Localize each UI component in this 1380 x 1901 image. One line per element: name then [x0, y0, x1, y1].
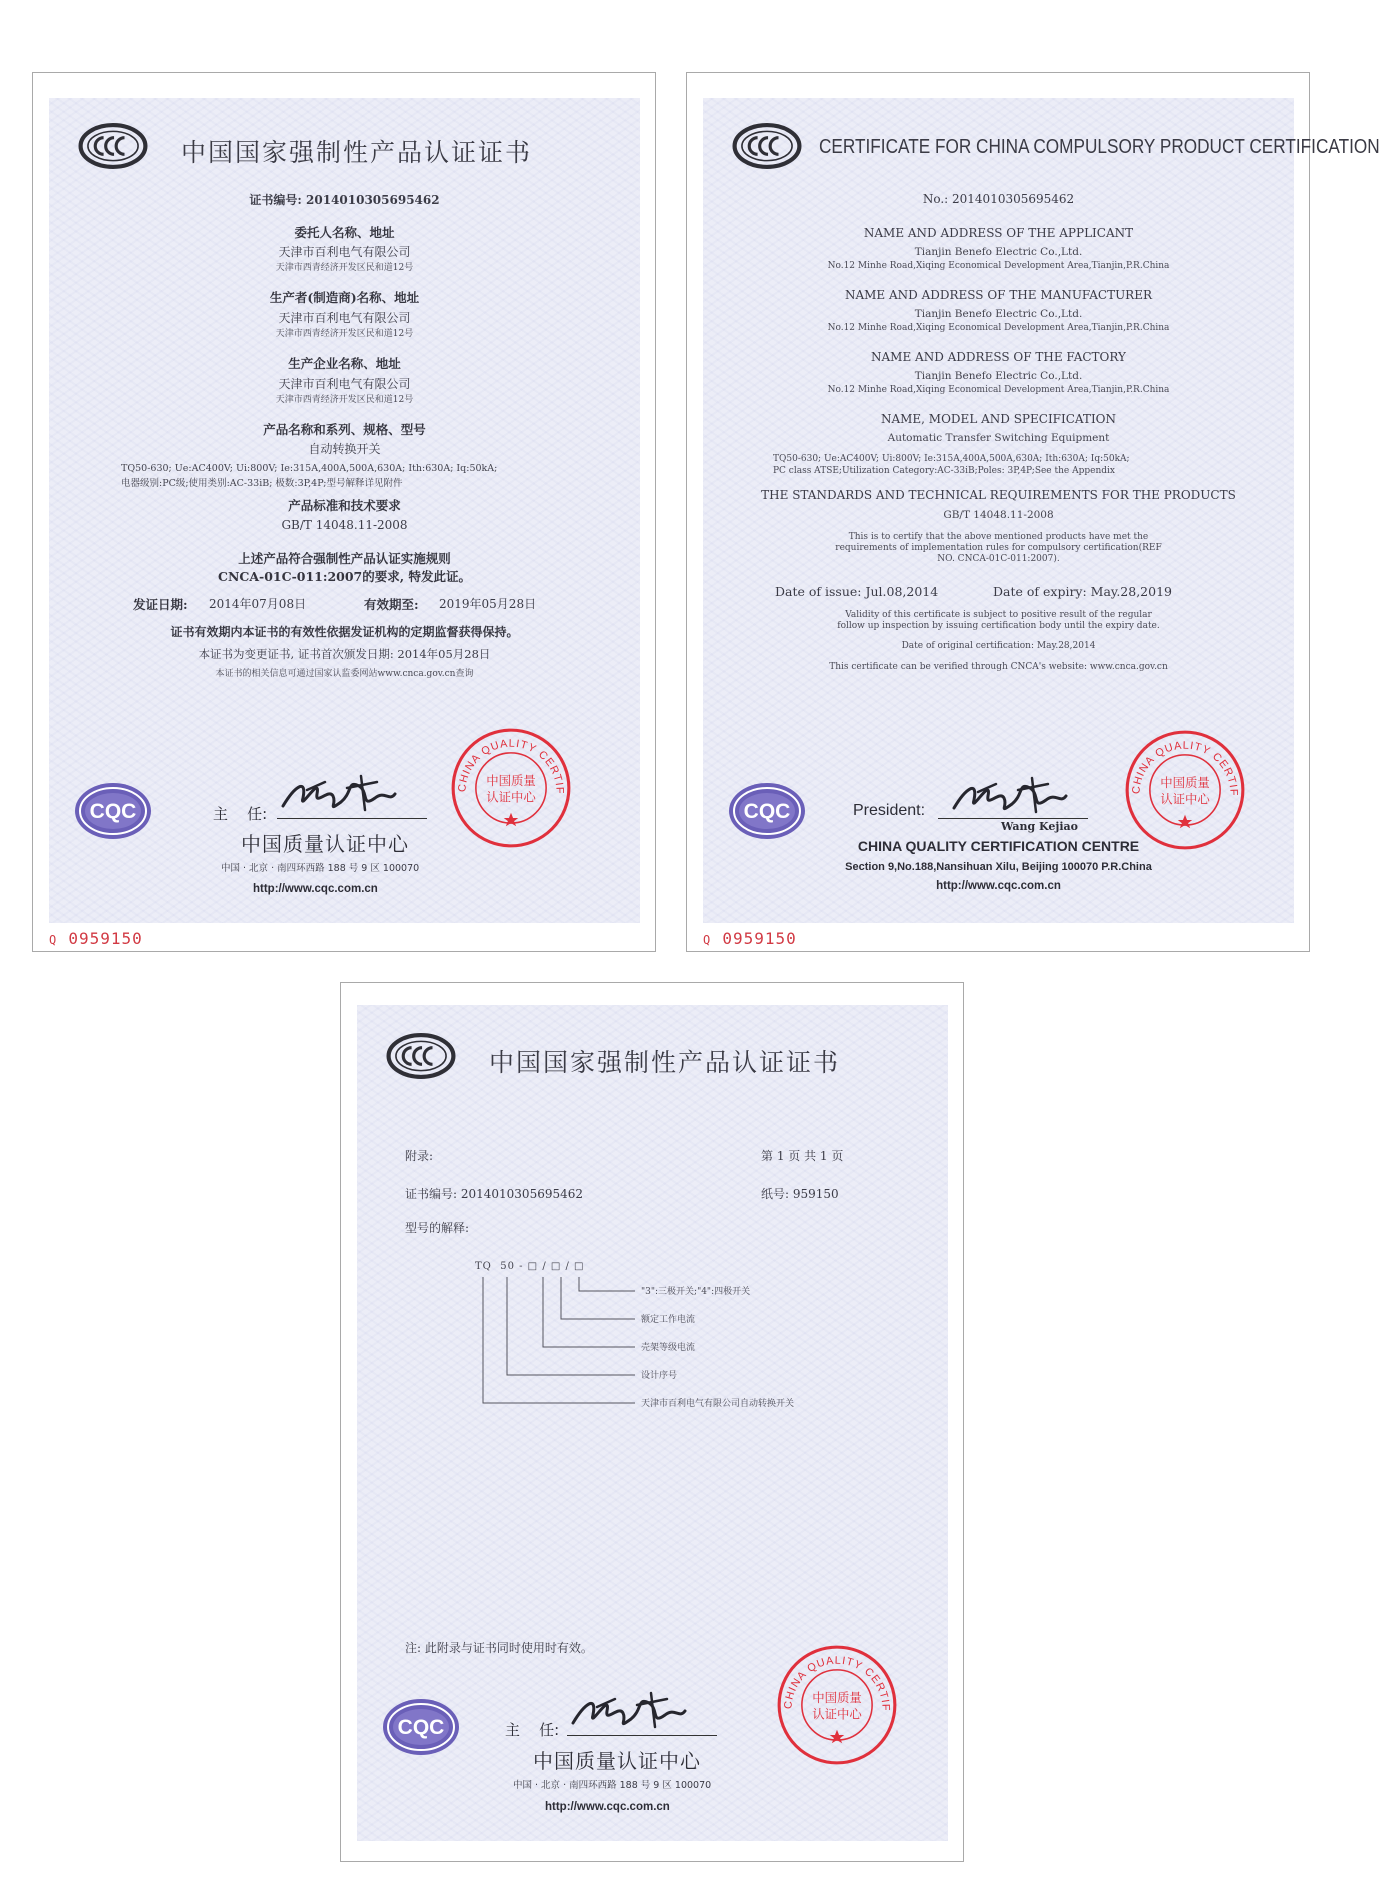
manufacturer-address: No.12 Minhe Road,Xiqing Economical Development Area,Tianjin,P.R.China	[827, 323, 1170, 333]
appendix-paper	[357, 1005, 948, 1841]
red-seal-stamp	[1123, 728, 1247, 852]
applicant-name: Tianjin Benefo Electric Co.,Ltd.	[914, 246, 1083, 258]
manufacturer-label: NAME AND ADDRESS OF THE MANUFACTURER	[844, 288, 1153, 302]
paper-number: 纸号: 959150	[761, 1187, 839, 1201]
organization-name: 中国质量认证中心	[241, 832, 409, 856]
serial-number: Q 0959150	[703, 929, 797, 948]
cqc-logo	[727, 781, 807, 841]
conformity-line-1: 上述产品符合强制性产品认证实施规则	[238, 551, 451, 566]
manufacturer-address: 天津市西青经济开发区民和道12号	[275, 329, 414, 339]
legend-item-poles: "3":三极开关;"4":四极开关	[641, 1287, 751, 1297]
president-name: Wang Kejiao	[1001, 820, 1078, 833]
spec-line-2: 电器级别:PC级;使用类别:AC-33iB; 极数:3P,4P;型号解释详见附件	[121, 478, 403, 489]
appendix-note: 注: 此附录与证书同时使用时有效。	[405, 1641, 593, 1655]
factory-name: Tianjin Benefo Electric Co.,Ltd.	[914, 370, 1083, 382]
factory-address: No.12 Minhe Road,Xiqing Economical Development Area,Tianjin,P.R.China	[827, 385, 1170, 395]
certificate-number: 证书编号: 2014010305695462	[405, 1187, 584, 1201]
issue-date: Date of issue: Jul.08,2014	[775, 584, 939, 599]
product-label: NAME, MODEL AND SPECIFICATION	[880, 412, 1117, 426]
certificate-number: No.: 2014010305695462	[922, 192, 1075, 206]
product-label: 产品名称和系列、规格、型号	[263, 422, 426, 437]
red-seal-stamp	[775, 1643, 899, 1767]
certify-line-3: NO. CNCA-01C-011:2007).	[937, 554, 1060, 564]
signature-line	[277, 818, 427, 819]
appendix-title: 中国国家强制性产品认证证书	[489, 1048, 841, 1077]
ccc-logo	[731, 123, 803, 169]
certificate-en-frame	[686, 72, 1380, 952]
product-name: Automatic Transfer Switching Equipment	[887, 432, 1110, 444]
issue-date-label: 发证日期:	[133, 597, 188, 612]
serial-number: Q 0959150	[49, 929, 143, 948]
website-note: This certificate can be verified through CNCA's website: www.cnca.gov.cn	[829, 662, 1168, 672]
appendix-label: 附录:	[405, 1149, 434, 1163]
expiry-date: Date of expiry: May.28,2019	[993, 584, 1172, 599]
president-label: President:	[853, 802, 926, 819]
appendix-frame	[340, 982, 964, 1862]
legend-item-design-number: 设计序号	[641, 1371, 678, 1381]
organization-url: http://www.cqc.com.cn	[545, 1801, 670, 1813]
ccc-logo	[385, 1033, 457, 1079]
organization-name: CHINA QUALITY CERTIFICATION CENTRE	[857, 838, 1140, 854]
spec-line-2: PC class ATSE;Utilization Category:AC-33iB;Poles: 3P,4P;See the Appendix	[773, 466, 1115, 476]
certificate-en-paper	[703, 98, 1380, 923]
red-seal-stamp	[449, 726, 573, 850]
website-note: 本证书的相关信息可通过国家认监委网站www.cnca.gov.cn查询	[215, 669, 474, 679]
certificate-title: CERTIFICATE FOR CHINA COMPULSORY PRODUCT CERTIFICATION	[819, 136, 1380, 158]
standard-value: GB/T 14048.11-2008	[281, 518, 408, 532]
conformity-line-2: CNCA-01C-011:2007的要求, 特发此证。	[218, 569, 471, 584]
validity-line-1: Validity of this certificate is subject to positive result of the regular	[845, 610, 1152, 620]
original-certification-date: Date of original certification: May.28,2014	[901, 641, 1096, 651]
standard-label: THE STANDARDS AND TECHNICAL REQUIREMENTS FOR THE PRODUCTS	[761, 488, 1236, 502]
organization-url: http://www.cqc.com.cn	[253, 883, 378, 895]
signature-line	[938, 818, 1088, 819]
legend-item-frame-current: 壳架等级电流	[641, 1343, 696, 1353]
manufacturer-name: Tianjin Benefo Electric Co.,Ltd.	[914, 308, 1083, 320]
applicant-label: 委托人名称、地址	[294, 225, 395, 240]
organization-name: 中国质量认证中心	[533, 1749, 701, 1773]
director-signature	[567, 1685, 691, 1735]
issue-date-value: 2014年07月08日	[209, 597, 307, 611]
organization-address: Section 9,No.188,Nansihuan Xilu, Beijing 100070 P.R.China	[845, 861, 1152, 873]
standard-label: 产品标准和技术要求	[288, 498, 401, 513]
applicant-address: No.12 Minhe Road,Xiqing Economical Development Area,Tianjin,P.R.China	[827, 261, 1170, 271]
validity-note: 证书有效期内本证书的有效性依据发证机构的定期监督获得保持。	[170, 625, 519, 639]
certificate-title: 中国国家强制性产品认证证书	[181, 138, 533, 167]
validity-line-2: follow up inspection by issuing certification body until the expiry date.	[837, 621, 1160, 631]
page-info: 第 1 页 共 1 页	[761, 1149, 844, 1163]
factory-address: 天津市西青经济开发区民和道12号	[275, 395, 414, 405]
factory-name: 天津市百利电气有限公司	[278, 377, 411, 391]
spec-line-1: TQ50-630; Ue:AC400V; Ui:800V; Ie:315A,400A,500A,630A; Ith:630A; Iq:50kA;	[121, 463, 498, 474]
organization-url: http://www.cqc.com.cn	[936, 880, 1061, 892]
factory-label: 生产企业名称、地址	[288, 356, 401, 371]
organization-address: 中国 · 北京 · 南四环西路 188 号 9 区 100070	[221, 863, 420, 874]
manufacturer-name: 天津市百利电气有限公司	[278, 311, 411, 325]
manufacturer-label: 生产者(制造商)名称、地址	[269, 290, 420, 305]
expiry-date-value: 2019年05月28日	[439, 597, 537, 611]
organization-address: 中国 · 北京 · 南四环西路 188 号 9 区 100070	[513, 1780, 712, 1791]
certificate-cn-frame	[32, 72, 656, 952]
signature-line	[567, 1735, 717, 1736]
factory-label: NAME AND ADDRESS OF THE FACTORY	[871, 350, 1126, 364]
cqc-logo	[73, 781, 153, 841]
president-signature	[948, 770, 1072, 820]
applicant-label: NAME AND ADDRESS OF THE APPLICANT	[863, 226, 1134, 240]
applicant-address: 天津市西青经济开发区民和道12号	[275, 263, 414, 273]
applicant-name: 天津市百利电气有限公司	[278, 245, 411, 259]
change-note: 本证书为变更证书, 证书首次颁发日期: 2014年05月28日	[198, 647, 491, 661]
certify-line-1: This is to certify that the above mentioned products have met the	[848, 532, 1149, 542]
model-explanation-label: 型号的解释:	[405, 1221, 470, 1235]
legend-item-product: 天津市百利电气有限公司自动转换开关	[641, 1399, 795, 1409]
model-code: TQ 50 - □ / □ / □	[475, 1261, 585, 1272]
standard-value: GB/T 14048.11-2008	[943, 509, 1054, 521]
director-label: 主 任:	[505, 1721, 560, 1739]
legend-item-rated-current: 额定工作电流	[641, 1315, 696, 1325]
ccc-logo	[77, 123, 149, 169]
director-label: 主 任:	[213, 805, 268, 823]
certificate-cn-paper	[49, 98, 640, 923]
cqc-logo	[381, 1697, 461, 1757]
director-signature	[277, 768, 401, 818]
model-legend-lines	[457, 1275, 637, 1415]
certificate-number: 证书编号: 2014010305695462	[249, 193, 440, 207]
spec-line-1: TQ50-630; Ue:AC400V; Ui:800V; Ie:315A,400A,500A,630A; Ith:630A; Iq:50kA;	[773, 454, 1130, 464]
certify-line-2: requirements of implementation rules for compulsory certification(REF	[835, 543, 1162, 553]
product-name: 自动转换开关	[308, 442, 381, 456]
expiry-date-label: 有效期至:	[364, 597, 419, 612]
